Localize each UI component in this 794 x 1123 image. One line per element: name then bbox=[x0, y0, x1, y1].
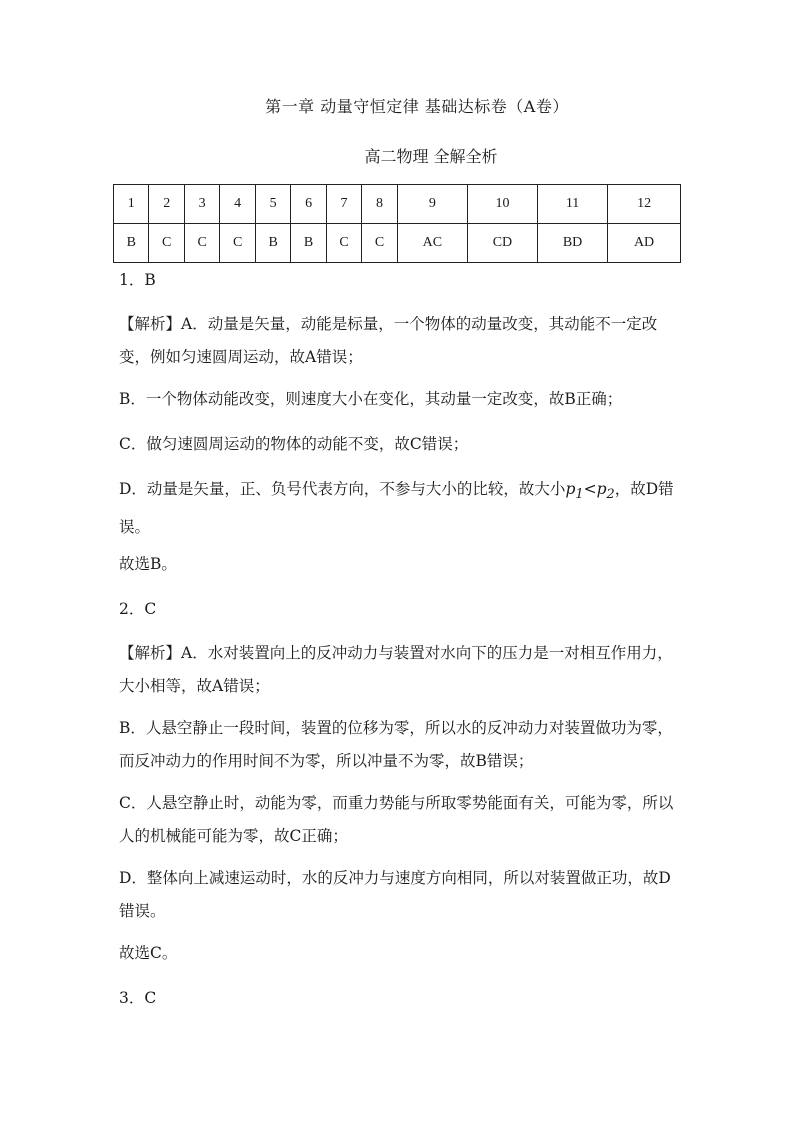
q3-heading: 3．C bbox=[119, 989, 157, 1007]
answer-table bbox=[113, 184, 681, 263]
question-number-cell: 7 bbox=[326, 185, 361, 224]
answer-cell: B bbox=[114, 224, 149, 263]
math-sub-1: 1 bbox=[575, 487, 584, 503]
q1-analysis-d: D．动量是矢量，正、负号代表方向，不参与大小的比较，故大小$p_1<p_2$，故D错误。 bbox=[119, 480, 674, 537]
answer-cell: C bbox=[362, 224, 397, 263]
q1-analysis-b: B．一个物体动能改变，则速度大小在变化，其动量一定改变，故B正确； bbox=[119, 390, 623, 408]
question-number-cell: 3 bbox=[184, 185, 219, 224]
question-number-cell: 2 bbox=[149, 185, 184, 224]
answer-cell: C bbox=[220, 224, 255, 263]
q1-conclusion: 故选B。 bbox=[119, 555, 177, 573]
question-number-cell: 9 bbox=[397, 185, 467, 224]
answer-cell: AC bbox=[397, 224, 467, 263]
q2-analysis-b: B．人悬空静止一段时间，装置的位移为零，所以水的反冲动力对装置做功为零，而反冲动力的作用时间不为零，所以冲量不为零，故B错误； bbox=[119, 719, 673, 770]
q2-heading: 2．C bbox=[119, 600, 157, 618]
less-than-symbol: < bbox=[583, 480, 597, 498]
answer-cell: B bbox=[291, 224, 326, 263]
question-number-cell: 1 bbox=[114, 185, 149, 224]
analysis-label: 【解析】A． bbox=[119, 315, 208, 333]
question-number-cell: 12 bbox=[608, 185, 681, 224]
math-p1: p bbox=[565, 480, 576, 498]
q2-conclusion: 故选C。 bbox=[119, 944, 178, 962]
q1-analysis-a: 【解析】A．动量是矢量，动能是标量，一个物体的动量改变，其动能不一定改变，例如匀速圆周运动，故A错误； bbox=[119, 315, 658, 366]
answer-table-answer-row bbox=[114, 224, 681, 263]
question-number-cell: 10 bbox=[467, 185, 537, 224]
answer-cell: AD bbox=[608, 224, 681, 263]
question-number-cell: 6 bbox=[291, 185, 326, 224]
answer-table-number-row bbox=[114, 185, 681, 224]
q1-analysis-c: C．做匀速圆周运动的物体的动能不变，故C错误； bbox=[119, 435, 469, 453]
answer-cell: BD bbox=[538, 224, 608, 263]
q1-heading: 1．B bbox=[119, 271, 156, 289]
document-title: 第一章 动量守恒定律 基础达标卷（A卷） bbox=[265, 97, 569, 116]
question-number-cell: 8 bbox=[362, 185, 397, 224]
math-p2: p bbox=[596, 480, 607, 498]
q2-analysis-a: 【解析】A．水对装置向上的反冲动力与装置对水向下的压力是一对相互作用力，大小相等，故A错误； bbox=[119, 644, 673, 695]
q2-analysis-d: D．整体向上减速运动时，水的反冲力与速度方向相同，所以对装置做正功，故D错误。 bbox=[119, 869, 671, 920]
answer-cell: B bbox=[255, 224, 290, 263]
answer-cell: C bbox=[149, 224, 184, 263]
analysis-label: 【解析】A． bbox=[119, 644, 208, 662]
q2-analysis-c: C．人悬空静止时，动能为零，而重力势能与所取零势能面有关，可能为零，所以人的机械能可能为零，故C正确； bbox=[119, 794, 674, 845]
math-sub-2: 2 bbox=[606, 487, 615, 503]
answer-cell: C bbox=[326, 224, 361, 263]
question-number-cell: 4 bbox=[220, 185, 255, 224]
question-number-cell: 5 bbox=[255, 185, 290, 224]
document-subtitle: 高二物理 全解全析 bbox=[364, 147, 498, 166]
question-number-cell: 11 bbox=[538, 185, 608, 224]
answer-cell: CD bbox=[467, 224, 537, 263]
answer-cell: C bbox=[184, 224, 219, 263]
